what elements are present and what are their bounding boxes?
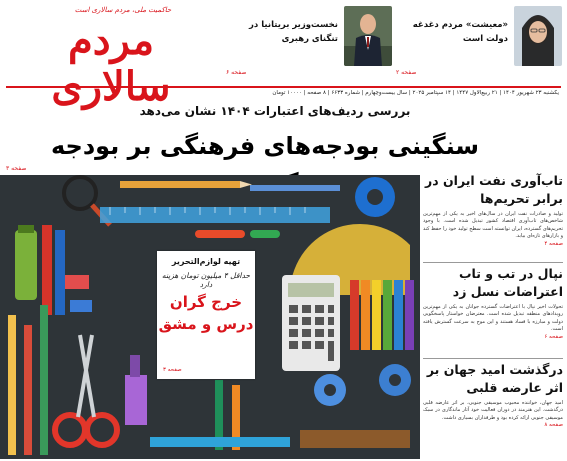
page-ref: صفحه ۸ <box>544 422 563 429</box>
page-ref: صفحه ۴ <box>544 240 563 247</box>
teaser-text: «معیشت» مردم دغدغه دولت است <box>412 20 508 44</box>
story-body: تولید و صادرات نفت ایران در سال‌های اخیر به یکی از مهم‌ترین شاخص‌های تاب‌آوری اقتصاد کشور تبدیل شده است. با وجود تحریم‌های گسترده، ایران توانسته است سطح تولید خود را حفظ کند و بازارهای تازه‌ای بیابد. <box>423 211 563 240</box>
newspaper-title: مردم سالاری <box>51 17 171 110</box>
dateline: یکشنبه ۲۳ شهریور ۱۴۰۴ | ۲۱ ربیع‌الاول ۱۴۴۷ | ۱۴ سپتامبر ۲۰۲۵ | سال بیست‌وچهارم | شماره ۶۶۳۳ | ۸ صفحه | ۱۰۰۰۰ تومان <box>6 86 561 96</box>
story-title: درگذشت امید جهان بر اثر عارضه قلبی <box>426 362 563 395</box>
ruler-icon <box>100 207 330 223</box>
photo-caption-card[interactable] <box>157 251 255 379</box>
teaser-britain[interactable] <box>226 6 392 76</box>
clip-icon <box>195 230 280 238</box>
story-omid-jahan[interactable] <box>423 358 563 428</box>
card-subtitle: حداقل ۴ میلیون تومان هزینه دارد <box>161 271 251 289</box>
tape-icon <box>355 177 395 217</box>
story-title: نپال در تب و تاب اعتراضات نسل زد <box>452 266 563 299</box>
page-ref: صفحه ۶ <box>544 333 563 340</box>
story-oil[interactable] <box>423 172 563 247</box>
calculator-icon <box>282 275 340 371</box>
card-title: خرج گران درس و مشق <box>158 293 254 333</box>
logo-tagline: حاکمیت ملی، مردم سالاری است <box>74 6 172 14</box>
card-kicker: تهیه لوازم‌التحریر <box>171 257 241 266</box>
lead-page-ref: صفحه ۳ <box>6 165 27 172</box>
story-body: تحولات اخیر نپال با اعتراضات گسترده جوانان به یکی از مهم‌ترین رویدادهای منطقه تبدیل شده است. معترضان خواستار پاسخگویی دولت و مبارزه با فساد هستند و این موج به سرعت گسترش یافته است. <box>423 304 563 333</box>
glue-icon <box>15 225 37 300</box>
logo[interactable] <box>8 4 214 110</box>
page-ref: صفحه ۳ <box>163 367 182 373</box>
lead-headline[interactable]: سنگینی بودجه‌های فرهنگی بر بودجه <box>50 132 479 160</box>
lead-kicker: بررسی ردیف‌های اعتبارات ۱۴۰۴ نشان می‌دهد <box>139 104 411 118</box>
story-body: امید جهان، خواننده محبوب موسیقی جنوبی، بر اثر عارضه قلبی درگذشت. این هنرمند در دوران فعالیت خود آثار ماندگاری در سبک موسیقی جنوبی ارائه کرده بود و طرفداران بسیاری داشت. <box>423 400 563 421</box>
pencil-icon <box>8 305 48 455</box>
politician-photo <box>344 6 392 66</box>
teaser-economy[interactable] <box>396 6 562 76</box>
side-column <box>423 170 563 461</box>
teaser-text: نخست‌وزیر بریتانیا در تنگنای رهبری <box>249 20 338 44</box>
story-title: تاب‌آوری نفت ایران در برابر تحریم‌ها <box>425 173 563 206</box>
portrait-photo <box>514 6 562 66</box>
story-nepal[interactable] <box>423 262 563 340</box>
page-ref: صفحه ۲ <box>396 69 417 76</box>
page-ref: صفحه ۶ <box>226 69 247 76</box>
